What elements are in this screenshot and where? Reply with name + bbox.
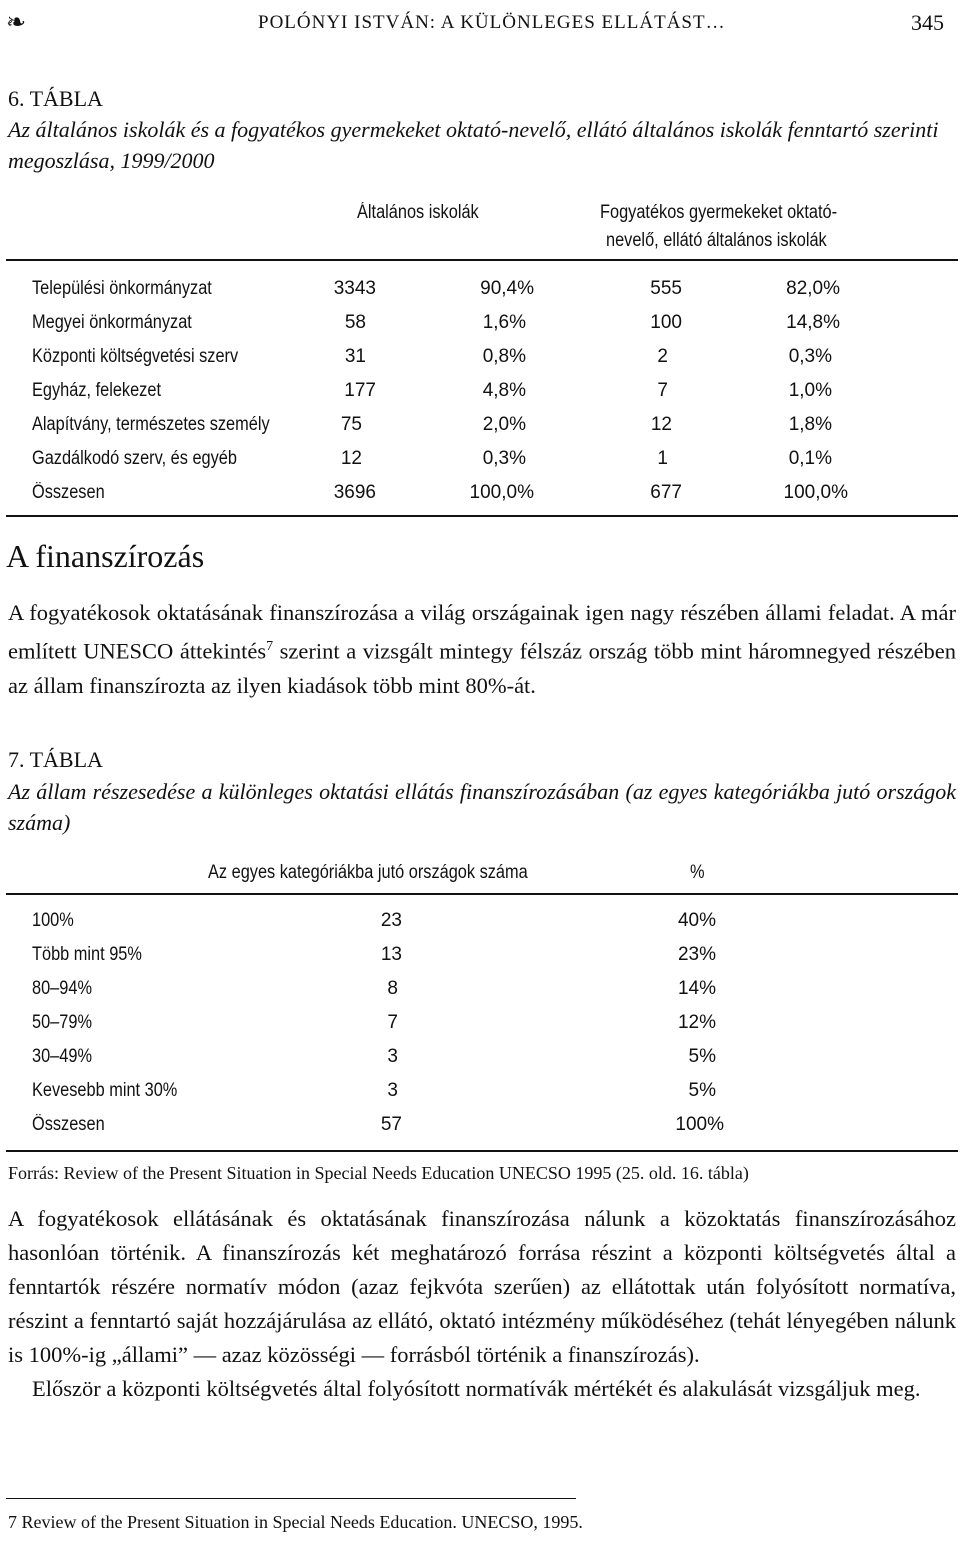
table6-header-rule — [6, 259, 958, 261]
section-heading: A finanszírozás — [6, 538, 205, 574]
cell-count-general: 75 — [340, 414, 362, 435]
table7-col-pct: % — [690, 862, 705, 883]
cell-count-special: 677 — [650, 482, 682, 503]
table-row-total — [6, 1114, 958, 1148]
table-row — [6, 278, 958, 312]
cell-country-count: 8 — [387, 978, 398, 999]
table6-label: 6. TÁBLA — [8, 86, 103, 111]
cell-country-pct: 23% — [677, 944, 716, 965]
table-row — [6, 910, 958, 944]
table-row — [6, 944, 958, 978]
running-title: POLÓNYI ISTVÁN: A KÜLÖNLEGES ELLÁTÁST… — [258, 12, 726, 33]
table-row — [6, 312, 958, 346]
table-row — [6, 448, 958, 482]
cell-country-pct: 14% — [677, 978, 716, 999]
row-label: Gazdálkodó szerv, és egyéb — [32, 448, 237, 469]
cell-count-special: 555 — [650, 278, 682, 299]
cell-pct-general: 2,0% — [482, 414, 526, 435]
table6-bottom-rule — [6, 515, 958, 517]
row-label: Több mint 95% — [32, 944, 142, 965]
table-row — [6, 1012, 958, 1046]
cell-pct-special: 100,0% — [783, 482, 848, 503]
paragraph-2 — [8, 1202, 956, 1406]
cell-pct-special: 82,0% — [786, 278, 840, 299]
cell-country-count: 3 — [387, 1080, 398, 1101]
table-row — [6, 1046, 958, 1080]
row-label: Kevesebb mint 30% — [32, 1080, 178, 1101]
cell-count-special: 100 — [650, 312, 682, 333]
cell-country-count: 23 — [380, 910, 402, 931]
table7-label: 7. TÁBLA — [8, 747, 103, 772]
cell-count-special: 2 — [657, 346, 668, 367]
table-row — [6, 380, 958, 414]
cell-country-pct: 5% — [688, 1046, 716, 1067]
cell-country-pct: 12% — [677, 1012, 716, 1033]
row-label: Települési önkormányzat — [32, 278, 212, 299]
cell-country-pct: 5% — [688, 1080, 716, 1101]
row-label: Központi költségvetési szerv — [32, 346, 239, 367]
cell-count-special: 1 — [657, 448, 668, 469]
cell-country-count: 3 — [387, 1046, 398, 1067]
cell-pct-special: 0,1% — [788, 448, 832, 469]
cell-pct-special: 0,3% — [788, 346, 832, 367]
cell-country-count: 7 — [387, 1012, 398, 1033]
row-label: Egyház, felekezet — [32, 380, 161, 401]
row-label: Alapítvány, természetes személy — [32, 414, 270, 435]
cell-count-general: 3696 — [333, 482, 376, 503]
cell-count-general: 58 — [344, 312, 366, 333]
table7-header-rule — [6, 893, 958, 895]
row-label: 50–79% — [32, 1012, 92, 1033]
cell-pct-general: 0,3% — [482, 448, 526, 469]
table-row — [6, 346, 958, 380]
paragraph-2-text: A fogyatékosok ellátásának és oktatásának finanszírozása nálunk a közoktatás finanszírozásához hasonlóan történik. A finanszírozás két meghatározó forrása részint a központi költségvetés által a fenntartók részére normatív módon (azaz fejkvóta szerűen) az ellátottak után folyósított normatíva, részint a fenntartó saját hozzájárulása az ellátó, oktató intézmény működéséhez (tehát lényegében nálunk is 100%-ig „állami” — azaz közösségi — forrásból történik a finanszírozás). — [8, 1206, 956, 1367]
table7-caption: Az állam részesedése a különleges oktatási ellátás finanszírozásában (az egyes kategóriákba jutó országok száma) — [8, 779, 956, 835]
table-row — [6, 414, 958, 448]
paragraph-1-text-a: A fogyatékosok oktatásának finanszírozása a világ országainak igen nagy részében állami feladat. A már említett UNESCO áttekintés — [8, 600, 956, 664]
cell-count-general: 12 — [340, 448, 362, 469]
row-label: 80–94% — [32, 978, 92, 999]
paragraph-1 — [8, 596, 956, 703]
cell-pct-general: 4,8% — [482, 380, 526, 401]
paragraph-1-text-b: szerint a vizsgált mintegy félszáz ország több mint háromnegyed részében az állam finanszírozta az ilyen kiadások több mint 80%-át. — [8, 638, 956, 698]
cell-count-general: 3343 — [333, 278, 376, 299]
table-row-total — [6, 482, 958, 516]
cell-country-pct: 40% — [677, 910, 716, 931]
table6-col-special-line2: nevelő, ellátó általános iskolák — [606, 230, 827, 251]
cell-pct-special: 14,8% — [786, 312, 840, 333]
cell-country-count: 13 — [380, 944, 402, 965]
paragraph-3-text: Először a központi költségvetés által folyósított normatívák mértékét és alakulását vizsgáljuk meg. — [32, 1376, 921, 1401]
cell-pct-special: 1,8% — [788, 414, 832, 435]
table6-caption: Az általános iskolák és a fogyatékos gyermekeket oktató-nevelő, ellátó általános iskolák fenntartó szerinti megoszlása, 1999/2000 — [8, 117, 939, 173]
table7-col-count: Az egyes kategóriákba jutó országok száma — [208, 862, 528, 883]
footnote-ref: 7 — [266, 639, 274, 654]
row-label: Összesen — [32, 1114, 105, 1135]
fleuron-icon: ❧ — [6, 10, 27, 36]
row-label: Megyei önkormányzat — [32, 312, 192, 333]
table6-col-special-line1: Fogyatékos gyermekeket oktató- — [600, 202, 838, 223]
cell-pct-general: 90,4% — [480, 278, 534, 299]
cell-pct-general: 100,0% — [469, 482, 534, 503]
cell-count-general: 31 — [344, 346, 366, 367]
running-header — [6, 4, 954, 42]
cell-count-special: 7 — [657, 380, 668, 401]
cell-pct-general: 0,8% — [482, 346, 526, 367]
table7-bottom-rule — [6, 1150, 958, 1152]
cell-count-general: 177 — [344, 380, 376, 401]
table-row — [6, 1080, 958, 1114]
row-label: 100% — [32, 910, 74, 931]
cell-country-pct: 100% — [675, 1114, 724, 1135]
table6-col-general: Általános iskolák — [357, 202, 479, 223]
table7-source: Forrás: Review of the Present Situation in Special Needs Education UNECSO 1995 (25. old. 16. tábla) — [8, 1163, 749, 1183]
table-row — [6, 978, 958, 1012]
cell-pct-special: 1,0% — [788, 380, 832, 401]
cell-country-count: 57 — [380, 1114, 402, 1135]
page-number: 345 — [911, 10, 944, 35]
footnote-rule — [6, 1498, 576, 1499]
cell-pct-general: 1,6% — [482, 312, 526, 333]
footnote: 7 Review of the Present Situation in Special Needs Education. UNECSO, 1995. — [8, 1512, 583, 1532]
cell-count-special: 12 — [650, 414, 672, 435]
row-label: Összesen — [32, 482, 105, 503]
row-label: 30–49% — [32, 1046, 92, 1067]
